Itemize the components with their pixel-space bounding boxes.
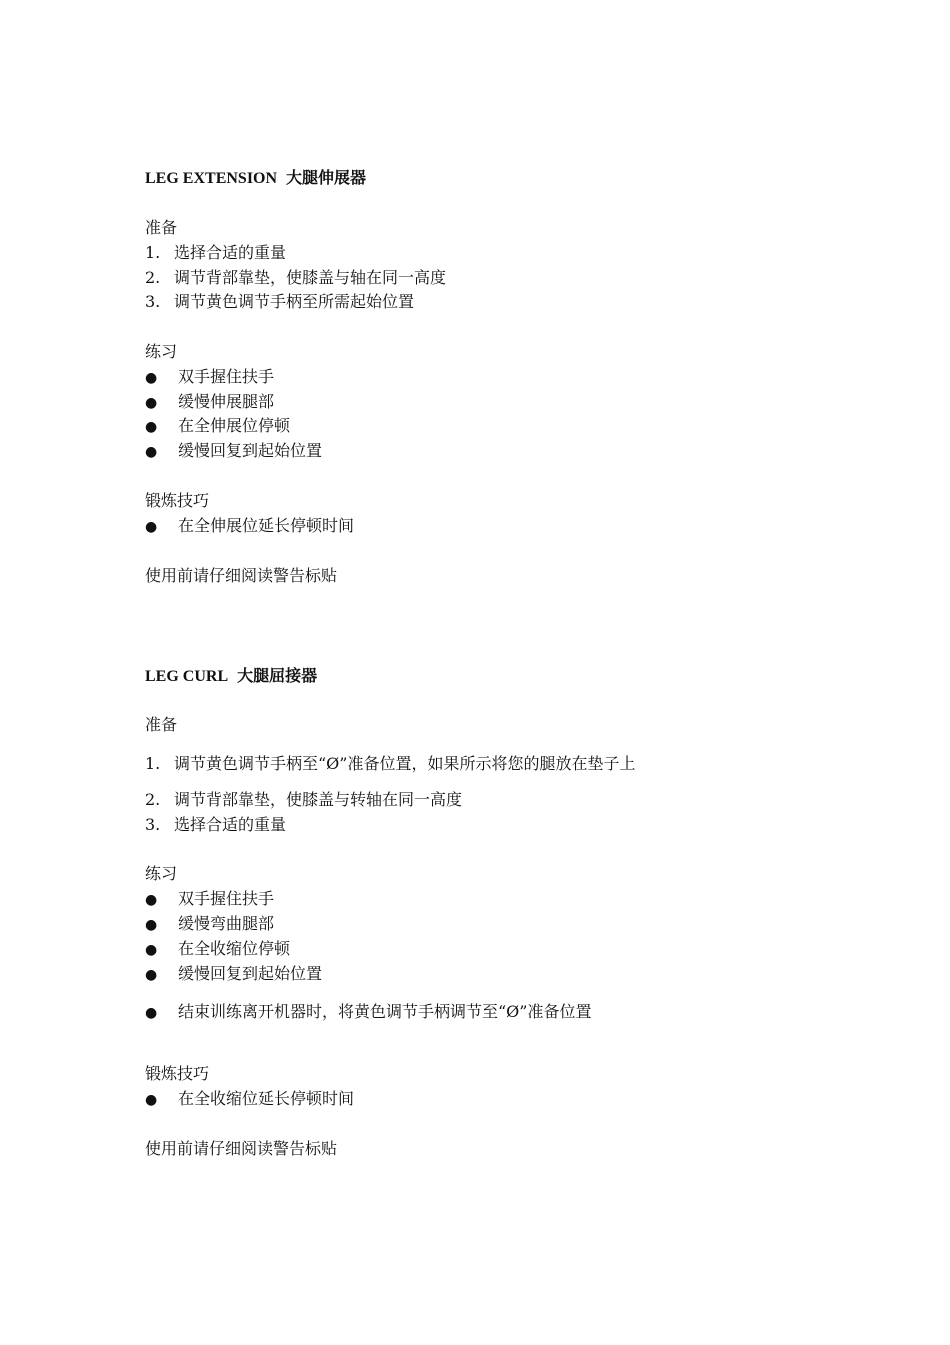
step-number: 3. (145, 815, 161, 834)
title-chinese: 大腿屈接器 (237, 666, 318, 685)
step-text: 选择合适的重量 (174, 815, 287, 834)
prep-heading: 准备 (145, 218, 178, 237)
item-text: 缓慢回复到起始位置 (178, 441, 323, 460)
step-text: 调节背部靠垫，使膝盖与轴在同一高度 (174, 268, 447, 287)
step-text: 选择合适的重量 (174, 243, 287, 262)
tips-heading: 锻炼技巧 (145, 1064, 210, 1083)
prep-step (145, 754, 635, 774)
step-number: 2. (145, 268, 161, 287)
title-english: LEG EXTENSION (145, 170, 278, 187)
exercise-heading: 练习 (145, 342, 178, 361)
item-text: 在全收缩位延长停顿时间 (178, 1089, 355, 1108)
step-text: 调节黄色调节手柄至所需起始位置 (174, 292, 415, 311)
title-chinese: 大腿伸展器 (286, 168, 367, 187)
exercise-item (145, 964, 322, 985)
bullet-icon: ● (145, 519, 158, 535)
prep-step (145, 268, 446, 288)
exercise-item (145, 1002, 591, 1023)
title-english: LEG CURL (145, 668, 229, 685)
step-number: 1. (145, 754, 161, 773)
tips-heading: 锻炼技巧 (145, 491, 210, 510)
step-number: 3. (145, 292, 161, 311)
item-text: 缓慢伸展腿部 (178, 392, 275, 411)
exercise-item (145, 914, 274, 935)
item-text: 在全收缩位停顿 (178, 939, 291, 958)
item-text: 缓慢回复到起始位置 (178, 964, 323, 983)
bullet-icon: ● (145, 917, 158, 933)
exercise-item (145, 939, 290, 960)
bullet-icon: ● (145, 395, 158, 411)
step-text: 调节背部靠垫，使膝盖与转轴在同一高度 (174, 790, 463, 809)
item-text: 双手握住扶手 (178, 367, 275, 386)
bullet-icon: ● (145, 370, 158, 386)
bullet-icon: ● (145, 1005, 158, 1021)
prep-step (145, 815, 286, 835)
bullet-icon: ● (145, 892, 158, 908)
bullet-icon: ● (145, 444, 158, 460)
item-text: 在全伸展位延长停顿时间 (178, 516, 355, 535)
exercise-item (145, 441, 322, 462)
prep-step (145, 243, 286, 263)
exercise-heading: 练习 (145, 864, 178, 883)
tip-item (145, 1089, 354, 1110)
exercise-item (145, 416, 290, 437)
bullet-icon: ● (145, 1092, 158, 1108)
bullet-icon: ● (145, 942, 158, 958)
bullet-icon: ● (145, 419, 158, 435)
step-number: 1. (145, 243, 161, 262)
exercise-item (145, 392, 274, 413)
warning-note: 使用前请仔细阅读警告标贴 (145, 566, 338, 585)
warning-note: 使用前请仔细阅读警告标贴 (145, 1139, 338, 1158)
step-text: 调节黄色调节手柄至“Ø”准备位置，如果所示将您的腿放在垫子上 (174, 754, 636, 773)
item-text: 缓慢弯曲腿部 (178, 914, 275, 933)
exercise-item (145, 367, 274, 388)
item-text: 双手握住扶手 (178, 889, 275, 908)
tip-item (145, 516, 354, 537)
item-text: 结束训练离开机器时，将黄色调节手柄调节至“Ø”准备位置 (178, 1002, 592, 1021)
section-title-leg-curl (145, 666, 317, 687)
bullet-icon: ● (145, 967, 158, 983)
section-title-leg-extension (145, 168, 366, 189)
prep-step (145, 292, 414, 312)
exercise-item (145, 889, 274, 910)
item-text: 在全伸展位停顿 (178, 416, 291, 435)
prep-heading: 准备 (145, 715, 178, 734)
step-number: 2. (145, 790, 161, 809)
prep-step (145, 790, 462, 810)
